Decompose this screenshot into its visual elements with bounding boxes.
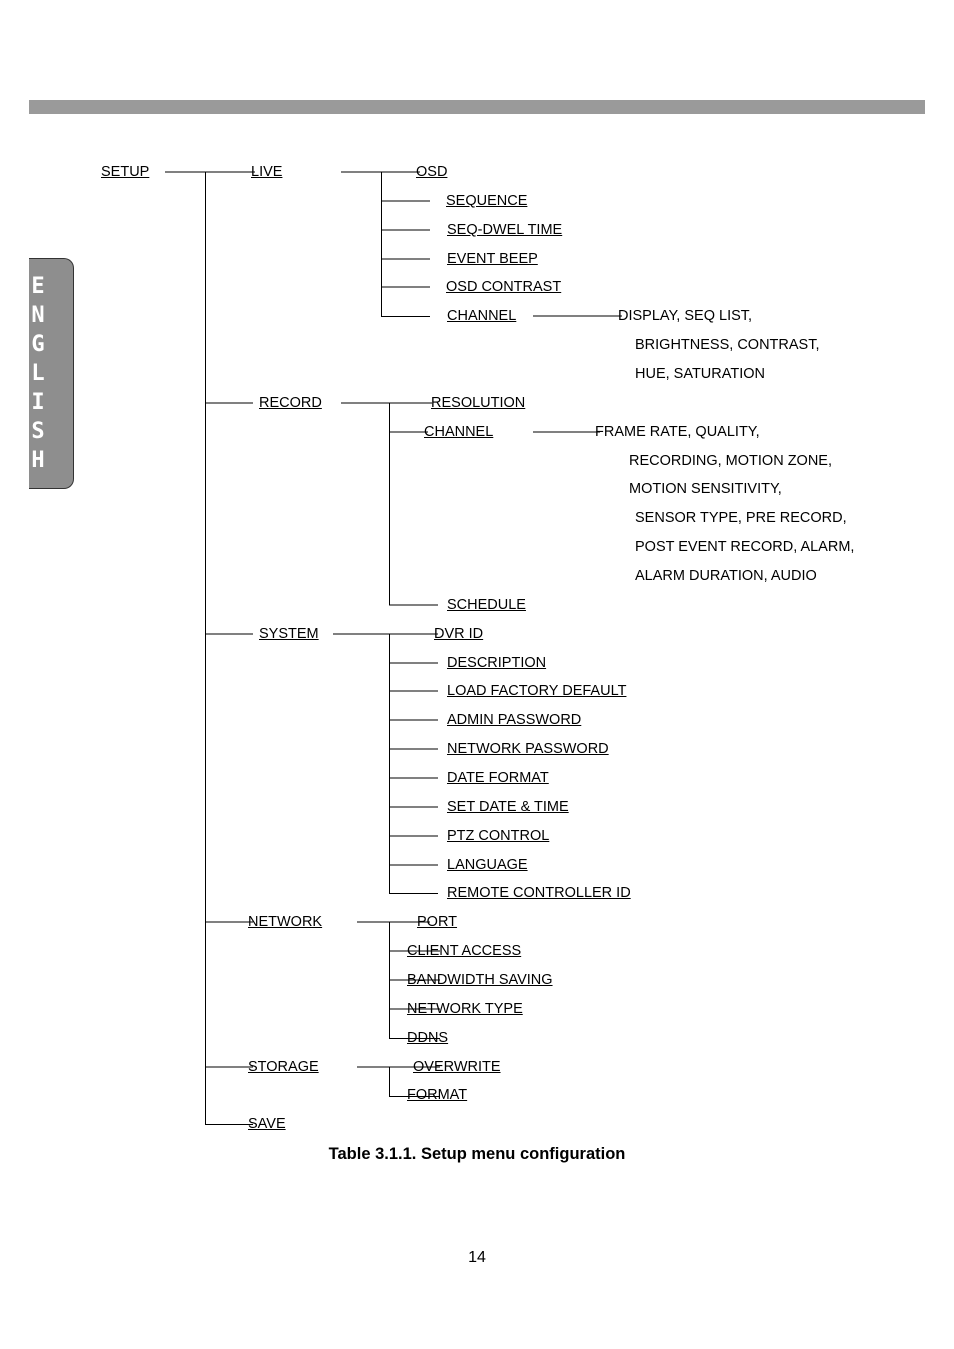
tab-letter: N [31,303,45,328]
node-resolution: RESOLUTION [431,395,526,411]
record-channel-detail: RECORDING, MOTION ZONE, [629,453,832,469]
node-storage: STORAGE [248,1059,319,1075]
node-client-access: CLIENT ACCESS [407,943,522,959]
record-channel-detail: MOTION SENSITIVITY, [629,481,782,497]
node-schedule: SCHEDULE [447,597,526,613]
tab-letter: H [31,448,45,473]
node-language: LANGUAGE [447,857,528,873]
node-save: SAVE [248,1116,286,1132]
node-date-format: DATE FORMAT [447,770,549,786]
page-number: 14 [468,1249,486,1266]
node-record: RECORD [259,395,322,411]
node-osd: OSD [416,164,448,180]
tab-letter: L [31,361,45,386]
node-sequence: SEQUENCE [446,193,528,209]
node-port: PORT [417,914,458,930]
record-channel-detail: POST EVENT RECORD, ALARM, [635,539,855,555]
live-channel-detail: BRIGHTNESS, CONTRAST, [635,337,820,353]
record-channel-detail: FRAME RATE, QUALITY, [595,424,760,440]
live-channel-detail: HUE, SATURATION [635,366,765,382]
node-record-channel: CHANNEL [424,424,494,440]
node-admin-password: ADMIN PASSWORD [447,712,582,728]
node-overwrite: OVERWRITE [413,1059,501,1075]
node-dvr-id: DVR ID [434,626,484,642]
tab-letter: I [31,390,45,415]
node-live-channel: CHANNEL [447,308,517,324]
node-ddns: DDNS [407,1030,449,1046]
tab-letter: E [31,274,45,299]
node-bandwidth-saving: BANDWIDTH SAVING [407,972,553,988]
node-seq-dwel-time: SEQ-DWEL TIME [447,222,563,238]
live-channel-detail: DISPLAY, SEQ LIST, [618,308,753,324]
node-remote-controller-id: REMOTE CONTROLLER ID [447,885,631,901]
table-caption: Table 3.1.1. Setup menu configuration [328,1145,626,1163]
node-network: NETWORK [248,914,323,930]
record-channel-detail: ALARM DURATION, AUDIO [635,568,817,584]
record-channel-detail: SENSOR TYPE, PRE RECORD, [635,510,847,526]
node-ptz-control: PTZ CONTROL [447,828,550,844]
node-setup: SETUP [101,164,150,180]
node-system: SYSTEM [259,626,319,642]
node-live: LIVE [251,164,283,180]
node-set-date-time: SET DATE & TIME [447,799,569,815]
node-event-beep: EVENT BEEP [447,251,538,267]
node-network-type: NETWORK TYPE [407,1001,523,1017]
node-load-factory-default: LOAD FACTORY DEFAULT [447,683,627,699]
node-format: FORMAT [407,1087,468,1103]
node-osd-contrast: OSD CONTRAST [446,279,562,295]
tab-letter: S [31,419,45,444]
node-description: DESCRIPTION [447,655,547,671]
tab-letter: G [31,332,45,357]
node-network-password: NETWORK PASSWORD [447,741,609,757]
